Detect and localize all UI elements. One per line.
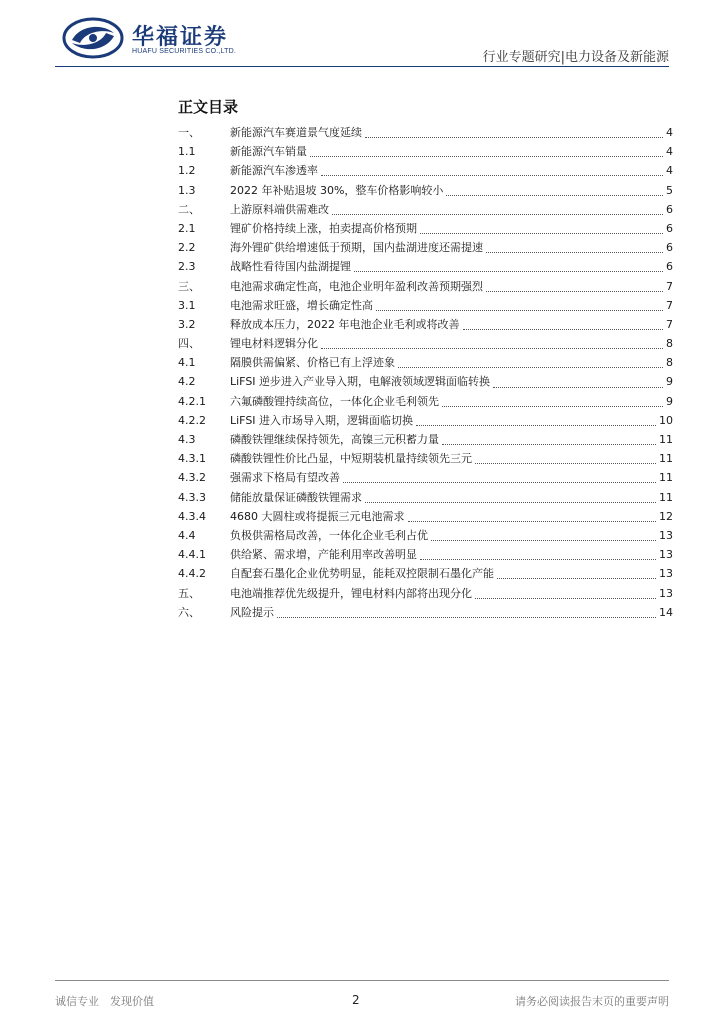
toc-entry-number: 2.2 bbox=[178, 241, 196, 255]
toc-entry-title: 强需求下格局有望改善 bbox=[230, 471, 340, 485]
toc-entry-title: 锂电材料逻辑分化 bbox=[230, 337, 318, 351]
toc-entry-number: 2.3 bbox=[178, 260, 196, 274]
toc-leader-dots bbox=[343, 482, 656, 483]
toc-entry-number: 4.4.1 bbox=[178, 548, 206, 562]
toc-entry-title: 海外锂矿供给增速低于预期，国内盐湖进度还需提速 bbox=[230, 241, 483, 255]
toc-entry-title: 负极供需格局改善，一体化企业毛利占优 bbox=[230, 528, 428, 542]
toc-entry-title: 隔膜供需偏紧、价格已有上浮迹象 bbox=[230, 356, 395, 370]
toc-leader-dots bbox=[420, 559, 656, 560]
toc-entry[interactable] bbox=[178, 604, 673, 623]
header-divider bbox=[55, 66, 669, 67]
toc-leader-dots bbox=[420, 233, 663, 234]
toc-entry-page: 6 bbox=[666, 260, 673, 274]
toc-entry-number: 2.1 bbox=[178, 221, 196, 235]
toc-entry-number: 4.3.4 bbox=[178, 509, 206, 523]
toc-entry[interactable] bbox=[178, 412, 673, 431]
toc-leader-dots bbox=[463, 329, 664, 330]
toc-leader-dots bbox=[486, 252, 663, 253]
toc-entry-title: 自配套石墨化企业优势明显，能耗双控限制石墨化产能 bbox=[230, 567, 494, 581]
toc-leader-dots bbox=[493, 387, 663, 388]
toc-entry-title: 磷酸铁锂继续保持领先，高镍三元积蓄力量 bbox=[230, 433, 439, 446]
toc-entry-number: 4.3.3 bbox=[178, 490, 206, 504]
toc-entry[interactable] bbox=[178, 258, 673, 277]
toc-entry[interactable] bbox=[178, 316, 673, 335]
toc-entry-page: 8 bbox=[666, 356, 673, 370]
company-logo-icon bbox=[62, 17, 124, 59]
toc-entry-title: 上游原料端供需难改 bbox=[230, 202, 329, 216]
toc-entry-page: 13 bbox=[659, 548, 673, 562]
footer-divider bbox=[55, 980, 669, 981]
toc-entry-page: 7 bbox=[666, 298, 673, 312]
toc-title: 正文目录 bbox=[178, 98, 239, 116]
toc-entry-number: 五、 bbox=[178, 586, 200, 600]
toc-entry-number: 三、 bbox=[178, 279, 200, 293]
toc-entry-page: 8 bbox=[666, 337, 673, 351]
toc-leader-dots bbox=[277, 617, 656, 618]
toc-entry-title: 2022 年补贴退坡 30%，整车价格影响较小 bbox=[230, 183, 444, 197]
company-name-cn: 华福证券 bbox=[132, 24, 229, 50]
toc-entry[interactable] bbox=[178, 220, 673, 239]
toc-entry-number: 4.2.2 bbox=[178, 413, 206, 427]
toc-entry-number: 4.3.2 bbox=[178, 471, 206, 485]
toc-entry-page: 11 bbox=[659, 471, 673, 485]
toc-leader-dots bbox=[365, 137, 663, 138]
toc-entry-number: 四、 bbox=[178, 337, 200, 351]
toc-entry-number: 二、 bbox=[178, 202, 200, 216]
toc-leader-dots bbox=[310, 156, 663, 157]
toc-entry-title: 储能放量保证磷酸铁锂需求 bbox=[230, 490, 362, 504]
toc-leader-dots bbox=[376, 310, 663, 311]
toc-entry[interactable] bbox=[178, 469, 673, 488]
toc-entry-page: 7 bbox=[666, 279, 673, 293]
toc-entry-title: 供给紧、需求增，产能利用率改善明显 bbox=[230, 548, 417, 562]
toc-entry-number: 4.4.2 bbox=[178, 567, 206, 581]
toc-entry-title: LiFSI 逆步进入产业导入期，电解液领域逻辑面临转换 bbox=[230, 375, 491, 389]
toc-leader-dots bbox=[486, 291, 663, 292]
company-logo bbox=[62, 17, 262, 59]
toc-entry-page: 4 bbox=[666, 164, 673, 178]
toc-entry-title: 电池端推荐优先级提升，锂电材料内部将出现分化 bbox=[230, 586, 472, 600]
toc-leader-dots bbox=[475, 598, 656, 599]
toc-entry-title: 风险提示 bbox=[230, 605, 274, 619]
toc-entry-page: 9 bbox=[666, 394, 673, 408]
toc-entry-page: 7 bbox=[666, 317, 673, 331]
toc-leader-dots bbox=[442, 406, 663, 407]
toc-leader-dots bbox=[321, 348, 663, 349]
toc-entry[interactable] bbox=[178, 373, 673, 392]
toc-entry-number: 1.2 bbox=[178, 164, 196, 178]
toc-leader-dots bbox=[497, 578, 656, 579]
toc-entry[interactable] bbox=[178, 508, 673, 527]
footer-disclaimer: 请务必阅读报告末页的重要声明 bbox=[515, 995, 669, 1008]
toc-entry-page: 11 bbox=[659, 490, 673, 504]
toc-entry-title: 电池需求确定性高，电池企业明年盈利改善预期强烈 bbox=[230, 279, 483, 293]
toc-entry-title: LiFSI 进入市场导入期，逻辑面临切换 bbox=[230, 413, 414, 427]
toc-entry-number: 一、 bbox=[178, 126, 200, 139]
toc-leader-dots bbox=[321, 175, 663, 176]
toc-entry[interactable] bbox=[178, 565, 673, 584]
toc-leader-dots bbox=[416, 425, 656, 426]
toc-entry[interactable] bbox=[178, 201, 673, 220]
toc-entry-page: 9 bbox=[666, 375, 673, 389]
toc-entry-page: 13 bbox=[659, 586, 673, 600]
toc-entry-page: 12 bbox=[659, 509, 673, 523]
toc-entry-page: 6 bbox=[666, 202, 673, 216]
toc-entry[interactable] bbox=[178, 239, 673, 258]
toc-entry-page: 13 bbox=[659, 528, 673, 542]
toc-entry[interactable] bbox=[178, 143, 673, 162]
toc-entry-number: 4.2 bbox=[178, 375, 196, 389]
toc-leader-dots bbox=[431, 540, 656, 541]
toc-leader-dots bbox=[408, 521, 657, 522]
toc-entry-page: 11 bbox=[659, 452, 673, 466]
toc-entry[interactable] bbox=[178, 546, 673, 565]
toc-entry-page: 4 bbox=[666, 145, 673, 159]
toc-entry-title: 新能源汽车销量 bbox=[230, 145, 307, 159]
toc-entry[interactable] bbox=[178, 489, 673, 508]
toc-entry-number: 4.1 bbox=[178, 356, 196, 370]
toc-entry-number: 4.3.1 bbox=[178, 452, 206, 466]
toc-entry-title: 锂矿价格持续上涨，拍卖提高价格预期 bbox=[230, 221, 417, 235]
toc-entry-number: 3.1 bbox=[178, 298, 196, 312]
toc-entry-page: 6 bbox=[666, 221, 673, 235]
toc-entry-number: 4.2.1 bbox=[178, 394, 206, 408]
toc-leader-dots bbox=[475, 463, 656, 464]
toc-leader-dots bbox=[446, 195, 663, 196]
toc-entry-page: 11 bbox=[659, 433, 673, 446]
toc-entry[interactable] bbox=[178, 354, 673, 373]
toc-entry-page: 14 bbox=[659, 605, 673, 619]
toc-entry-number: 六、 bbox=[178, 605, 200, 619]
toc-entry-page: 4 bbox=[666, 126, 673, 139]
toc-entry[interactable] bbox=[178, 431, 673, 450]
toc-entry-title: 磷酸铁锂性价比凸显，中短期装机量持续领先三元 bbox=[230, 452, 472, 466]
page-number: 2 bbox=[352, 993, 360, 1007]
toc-entry-page: 10 bbox=[659, 413, 673, 427]
toc-entry-title: 新能源汽车赛道景气度延续 bbox=[230, 126, 362, 139]
toc-leader-dots bbox=[332, 214, 663, 215]
toc-entry[interactable] bbox=[178, 585, 673, 604]
toc-entry[interactable] bbox=[178, 335, 673, 354]
report-category: 行业专题研究|电力设备及新能源 bbox=[482, 50, 669, 65]
toc-entry-title: 释放成本压力，2022 年电池企业毛利或将改善 bbox=[230, 317, 460, 331]
toc-entry-page: 5 bbox=[666, 183, 673, 197]
toc-entry[interactable] bbox=[178, 124, 673, 143]
toc-entry-number: 3.2 bbox=[178, 317, 196, 331]
toc-entry-title: 4680 大圆柱或将提振三元电池需求 bbox=[230, 509, 405, 523]
toc-entry[interactable] bbox=[178, 182, 673, 201]
toc-leader-dots bbox=[354, 271, 663, 272]
toc-entry-number: 4.3 bbox=[178, 433, 196, 446]
toc-entry-title: 战略性看待国内盐湖提锂 bbox=[230, 260, 351, 274]
toc-entry-title: 新能源汽车渗透率 bbox=[230, 164, 318, 178]
toc-entry-number: 4.4 bbox=[178, 528, 196, 542]
toc-entry-number: 1.1 bbox=[178, 145, 196, 159]
toc-leader-dots bbox=[398, 367, 663, 368]
toc-leader-dots bbox=[365, 502, 656, 503]
footer-slogan: 诚信专业 发现价值 bbox=[55, 995, 154, 1008]
table-of-contents bbox=[178, 124, 673, 623]
toc-entry-number: 1.3 bbox=[178, 183, 196, 197]
toc-entry-page: 13 bbox=[659, 567, 673, 581]
toc-entry-title: 电池需求旺盛，增长确定性高 bbox=[230, 298, 373, 312]
toc-entry[interactable] bbox=[178, 162, 673, 181]
toc-entry-title: 六氟磷酸锂持续高位，一体化企业毛利领先 bbox=[230, 394, 439, 408]
toc-entry[interactable] bbox=[178, 297, 673, 316]
toc-entry[interactable] bbox=[178, 278, 673, 297]
toc-entry[interactable] bbox=[178, 450, 673, 469]
toc-entry[interactable] bbox=[178, 393, 673, 412]
company-name-en: HUAFU SECURITIES CO.,LTD. bbox=[132, 48, 237, 55]
toc-entry-page: 6 bbox=[666, 241, 673, 255]
toc-entry[interactable] bbox=[178, 527, 673, 546]
toc-leader-dots bbox=[442, 444, 656, 445]
